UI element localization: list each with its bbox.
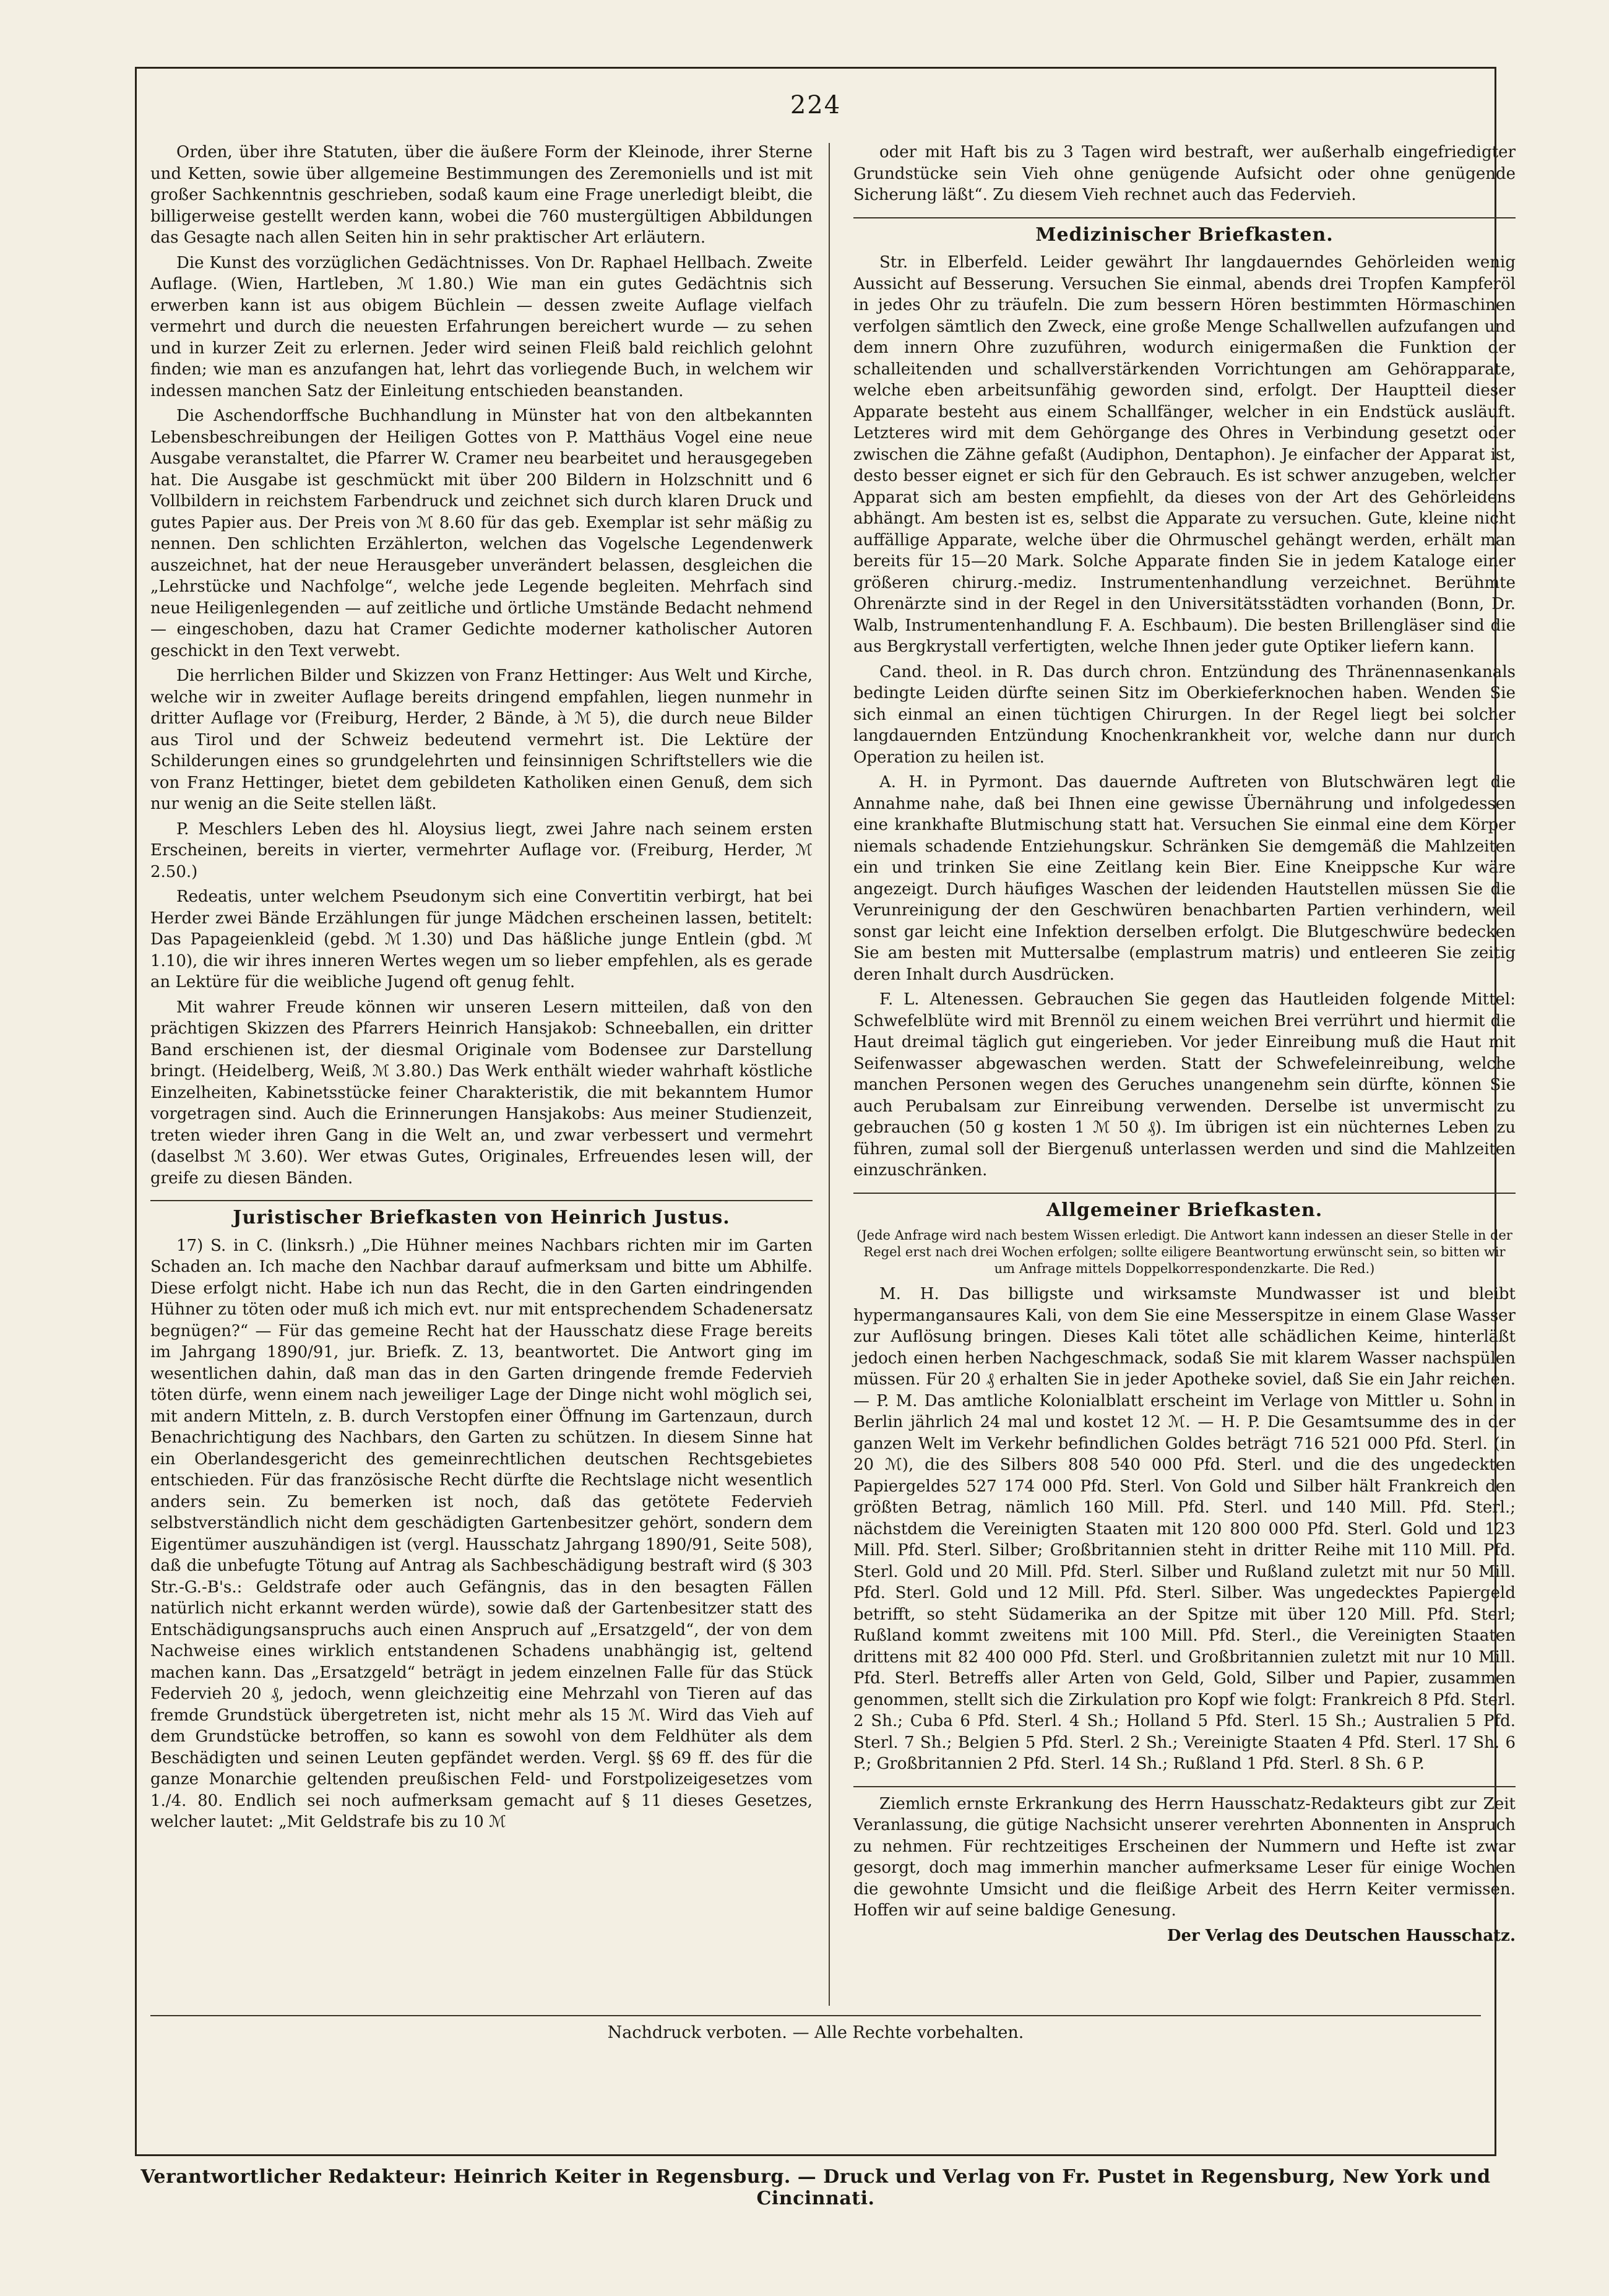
signoff: Der Verlag des Deutschen Hausschatz. xyxy=(1167,1926,1516,1945)
paragraph: F. L. Altenessen. Gebrauchen Sie gegen das Hautleiden folgende Mittel: Schwefelblüte wird mit Brennöl zu einem weichen Brei verrührt und hiermit die Haut dreimal täglich gut eingerieben. Vor jeder Einreibung muß die Haut mit Seifenwasser abgewaschen werden. Statt der Schwefeleinreibung, welche manchen Personen wegen des Geruches unangenehm sein dürfte, können Sie auch Perubalsam zur Einreibung verwenden. Derselbe ist unvermischt zu gebrauchen (50 g kosten 1 ℳ 50 ₰). Im übrigen ist ein nüchternes Leben zu führen, zumal soll der Biergenuß unterlassen werden und sind die Mahlzeiten einzuschränken. xyxy=(853,990,1516,1180)
section-divider xyxy=(853,217,1516,218)
imprint-footer: Verantwortlicher Redakteur: Heinrich Keiter in Regensburg. — Druck und Verlag von Fr. Pustet in Regensburg, New York und Cincinnati. xyxy=(140,2166,1491,2209)
section-divider xyxy=(150,1200,813,1201)
paragraph: oder mit Haft bis zu 3 Tagen wird bestraft, wer außerhalb eingefriedigter Grundstücke sein Vieh ohne genügende Aufsicht oder ohne genügende Sicherung läßt“. Zu diesem Vieh rechnet auch das Federvieh. xyxy=(853,143,1516,204)
paragraph: Str. in Elberfeld. Leider gewährt Ihr langdauerndes Gehörleiden wenig Aussicht auf Besserung. Versuchen Sie einmal, abends drei Tropfen Kampferöl in jedes Ohr zu träufeln. Die zum bessern Hören bestimmten Hörmaschinen verfolgen sämtlich den Zweck, eine große Menge Schallwellen aufzufangen und dem innern Ohre zuzuführen, wodurch einigermaßen die Funktion der schalleitenden und schallverstärkenden Vorrichtungen am Gehörapparate, welche eben arbeitsunfähig geworden sind, erfolgt. Der Hauptteil dieser Apparate besteht aus einem Schallfänger, welcher in ein Endstück ausläuft. Letzteres wird mit dem Gehörgange des Ohres in Verbindung gesetzt oder zwischen die Zähne gefaßt (Audiphon, Dentaphon). Je einfacher der Apparat ist, desto besser eignet er sich für den Gebrauch. Es ist schwer anzugeben, welcher Apparat sich am besten empfiehlt, da dieses von der Art des Gehörleidens abhängt. Am besten ist es, selbst die Apparate zu versuchen. Gute, kleine nicht auffällige Apparate, welche über die Ohrmuschel gehängt werden, erhält man bereits für 15—20 Mark. Solche Apparate finden Sie in jedem Kataloge einer größeren chirurg.-mediz. Instrumentenhandlung verzeichnet. Berühmte Ohrenärzte sind in der Regel in den Universitätsstädten vorhanden (Bonn, Dr. Walb, Instrumentenhandlung F. A. Eschbaum). Die besten Brillengläser sind die aus Bergkrystall verfertigten, welche Ihnen jeder gute Optiker liefern kann. xyxy=(853,253,1516,656)
section-note: (Jede Anfrage wird nach bestem Wissen erledigt. Die Antwort kann indessen an dieser Stelle in der Regel erst nach drei Wochen erfolgen; sollte eiligere Beantwortung erwünscht sein, so bitten wir um Anfrage mittels Doppelkorrespondenzkarte. Die Red.) xyxy=(856,1228,1512,1276)
page-frame xyxy=(135,67,1516,2156)
column-divider xyxy=(829,143,830,2006)
paragraph: Redeatis, unter welchem Pseudonym sich eine Convertitin verbirgt, hat bei Herder zwei Bände Erzählungen für junge Mädchen erscheinen lassen, betitelt: Das Papageienkleid (gebd. ℳ 1.30) und Das häßliche junge Entlein (gbd. ℳ 1.10), die wir ihres inneren Wertes wegen um so lieber empfehlen, als es gerade an Lektüre für die weibliche Jugend oft genug fehlt. xyxy=(150,887,813,991)
paragraph: Cand. theol. in R. Das durch chron. Entzündung des Thränennasenkanals bedingte Leiden dürfte seinen Sitz im Oberkieferknochen haben. Wenden Sie sich einmal an einen tüchtigen Chirurgen. In der Regel liegt bei solcher langdauernden Entzündung Knochenkrankheit vor, welche dann nur durch Operation zu heilen ist. xyxy=(853,662,1516,767)
paragraph: A. H. in Pyrmont. Das dauernde Auftreten von Blutschwären legt die Annahme nahe, daß bei Ihnen eine gewisse Übernährung und infolgedessen eine krankhafte Blutmischung statt hat. Versuchen Sie einmal eine dem Körper niemals schadende Entziehungskur. Schränken Sie demgemäß die Mahlzeiten ein und trinken Sie eine Zeitlang kein Bier. Eine Kneippsche Kur wäre angezeigt. Durch häufiges Waschen der leidenden Hautstellen müssen Sie die Verunreinigung der den Geschwüren benachbarten Partien verhindern, weil sonst gar leicht eine Infektion derselben erfolgt. Die Blutgeschwüre bedecken Sie am besten mit Muttersalbe (emplastrum matris) und entleeren Sie zeitig deren Inhalt durch Ausdrücken. xyxy=(853,773,1516,984)
paragraph: Orden, über ihre Statuten, über die äußere Form der Kleinode, ihrer Sterne und Ketten, sowie über allgemeine Bestimmungen des Zeremoniells und ist mit großer Sachkenntnis geschrieben, sodaß kaum eine Frage unerledigt bleibt, die billigerweise gestellt werden kann, wobei die 760 mustergültigen Abbildungen das Gesagte nach allen Seiten hin in sehr praktischer Art erläutern. xyxy=(150,143,813,247)
section-title-medical: Medizinischer Briefkasten. xyxy=(1035,223,1334,246)
paragraph: Die Aschendorffsche Buchhandlung in Münster hat von den altbekannten Lebensbeschreibungen der Heiligen Gottes von P. Matthäus Vogel eine neue Ausgabe veranstaltet, die Pfarrer W. Cramer neu bearbeitet und herausgegeben hat. Die Ausgabe ist geschmückt mit über 200 Bildern in Holzschnitt und 6 Vollbildern in reichstem Farbendruck und zeichnet sich durch klaren Druck und gutes Papier aus. Der Preis von ℳ 8.60 für das geb. Exemplar ist sehr mäßig zu nennen. Den schlichten Erzählerton, welchen das Vogelsche Legendenwerk auszeichnet, hat der neue Herausgeber unverändert belassen, desgleichen die „Lehrstücke und Nachfolge“, welche jede Legende begleiten. Mehrfach sind neue Heiligenlegenden — auf zeitliche und örtliche Umstände Bedacht nehmend — eingeschoben, dazu hat Cramer Gedichte moderner katholischer Autoren geschickt in den Text verwebt. xyxy=(150,407,813,660)
left-column xyxy=(150,142,813,1837)
paragraph: Mit wahrer Freude können wir unseren Lesern mitteilen, daß von den prächtigen Skizzen des Pfarrers Heinrich Hansjakob: Schneeballen, ein dritter Band erschienen ist, der diesmal Originale vom Bodensee zur Darstellung bringt. (Heidelberg, Weiß, ℳ 3.80.) Das Werk enthält wieder wahrhaft köstliche Einzelheiten, Kabinetsstücke feiner Charakteristik, die mit bekanntem Humor vorgetragen sind. Auch die Erinnerungen Hansjakobs: Aus meiner Studienzeit, treten wieder ihren Gang in die Welt an, und zwar verbessert und vermehrt (daselbst ℳ 3.60). Wer etwas Gutes, Originales, Erfreuendes lesen will, der greife zu diesen Bänden. xyxy=(150,998,813,1188)
paragraph: P. Meschlers Leben des hl. Aloysius liegt, zwei Jahre nach seinem ersten Erscheinen, bereits in vierter, vermehrter Auflage vor. (Freiburg, Herder, ℳ 2.50.) xyxy=(150,819,813,881)
page-number: 224 xyxy=(790,91,842,119)
publisher-notice: Ziemlich ernste Erkrankung des Herrn Hausschatz-Redakteurs gibt zur Zeit Veranlassung, die gütige Nachsicht unserer verehrten Abonnenten in Anspruch zu nehmen. Für rechtzeitiges Erscheinen der Nummern und Hefte ist zwar gesorgt, doch mag immerhin mancher aufmerksame Leser für einige Wochen die gewohnte Umsicht und die fleißige Arbeit des Herrn Keiter vermissen. Hoffen wir auf seine baldige Genesung. xyxy=(853,1794,1516,1920)
section-divider xyxy=(853,1193,1516,1194)
bottom-rule xyxy=(150,2015,1481,2016)
section-divider xyxy=(853,1786,1516,1787)
section-title-general: Allgemeiner Briefkasten. xyxy=(1046,1199,1323,1221)
reprint-notice: Nachdruck verboten. — Alle Rechte vorbehalten. xyxy=(607,2023,1024,2042)
paragraph: M. H. Das billigste und wirksamste Mundwasser ist und bleibt hypermangansaures Kali, von dem Sie eine Messerspitze in einem Glase Wasser zur Auflösung bringen. Dieses Kali tötet alle schädlichen Keime, hinterläßt jedoch einen herben Nachgeschmack, sodaß Sie mit klarem Wasser nachspülen müssen. Für 20 ₰ erhalten Sie in jeder Apotheke soviel, daß Sie ein Jahr reichen. — P. M. Das amtliche Kolonialblatt erscheint im Verlage von Mittler u. Sohn in Berlin jährlich 24 mal und kostet 12 ℳ. — H. P. Die Gesamtsumme des in der ganzen Welt im Verkehr befindlichen Goldes beträgt 716 521 000 Pfd. Sterl. (in 20 ℳ), die des Silbers 808 540 000 Pfd. Sterl. und die des ungedeckten Papiergeldes 527 174 000 Pfd. Sterl. Von Gold und Silber hält Frankreich den größten Betrag, nämlich 160 Mill. Pfd. Sterl. und 140 Mill. Pfd. Sterl.; nächstdem die Vereinigten Staaten mit 120 800 000 Pfd. Sterl. Gold und 123 Mill. Pfd. Sterl. Silber; Großbritannien steht in dritter Reihe mit 110 Mill. Pfd. Sterl. Gold und 20 Mill. Pfd. Sterl. Silber und Rußland zuletzt mit nur 50 Mill. Pfd. Sterl. Gold und 12 Mill. Pfd. Sterl. Silber. Was ungedecktes Papiergeld betrifft, so steht Südamerika an der Spitze mit über 120 Mill. Pfd. Sterl; Rußland kommt zweitens mit 100 Mill. Pfd. Sterl., die Vereinigten Staaten drittens mit 82 400 000 Pfd. Sterl. und Großbritannien zuletzt mit nur 10 Mill. Pfd. Sterl. Betreffs aller Arten von Geld, Gold, Silber und Papier, zusammen genommen, stellt sich die Zirkulation pro Kopf wie folgt: Frankreich 8 Pfd. Sterl. 2 Sh.; Cuba 6 Pfd. Sterl. 4 Sh.; Holland 5 Pfd. Sterl. 15 Sh.; Australien 5 Pfd. Sterl. 7 Sh.; Belgien 5 Pfd. Sterl. 2 Sh.; Vereinigte Staaten 4 Pfd. Sterl. 17 Sh. 6 P.; Großbritannien 2 Pfd. Sterl. 14 Sh.; Rußland 1 Pfd. Sterl. 8 Sh. 6 P. xyxy=(853,1285,1516,1773)
paragraph: 17) S. in C. (linksrh.) „Die Hühner meines Nachbars richten mir im Garten Schaden an. Ich mache den Nachbar darauf aufmerksam und bitte um Abhilfe. Diese erfolgt nicht. Habe ich nun das Recht, die in den Garten eindringenden Hühner zu töten oder muß ich mich evt. nur mit entsprechendem Schadenersatz begnügen?“ — Für das gemeine Recht hat der Hausschatz diese Frage bereits im Jahrgang 1890/91, jur. Briefk. Z. 13, beantwortet. Die Antwort ging im wesentlichen dahin, daß man das in den Garten dringende fremde Federvieh töten dürfe, wenn einem nach jeweiliger Lage der Dinge nicht wohl möglich sei, mit andern Mitteln, z. B. durch Verstopfen einer Öffnung im Gartenzaun, durch Benachrichtigung des Nachbars, den Garten zu schützen. In diesem Sinne hat ein Oberlandesgericht des gemeinrechtlichen deutschen Rechtsgebietes entschieden. Für das französische Recht dürfte die Rechtslage nicht wesentlich anders sein. Zu bemerken ist noch, daß das getötete Federvieh selbstverständlich nicht dem geschädigten Gartenbesitzer gehört, sondern dem Eigentümer auszuhändigen ist (vergl. Hausschatz Jahrgang 1890/91, Seite 508), daß die unbefugte Tötung auf Antrag als Sachbeschädigung bestraft wird (§ 303 Str.-G.-B's.: Geldstrafe oder auch Gefängnis, das in den besagten Fällen natürlich nicht erkannt werden würde), sowie daß der Gartenbesitzer statt des Entschädigungsanspruchs auch einen Anspruch auf „Ersatzgeld“, der von dem Nachweise eines wirklich entstandenen Schadens unabhängig ist, geltend machen kann. Das „Ersatzgeld“ beträgt in jedem einzelnen Falle für das Stück Federvieh 20 ₰, jedoch, wenn gleichzeitig eine Mehrzahl von Tieren auf das fremde Grundstück übergetreten ist, nicht mehr als 15 ℳ. Wird das Vieh auf dem Grundstücke betroffen, so kann es sowohl von dem Feldhüter als dem Beschädigten und seinen Leuten gepfändet werden. Vergl. §§ 69 ff. des für die ganze Monarchie geltenden preußischen Feld- und Forstpolizeigesetzes vom 1./4. 80. Endlich sei noch aufmerksam gemacht auf § 11 dieses Gesetzes, welcher lautet: „Mit Geldstrafe bis zu 10 ℳ xyxy=(150,1236,813,1831)
paragraph: Die herrlichen Bilder und Skizzen von Franz Hettinger: Aus Welt und Kirche, welche wir in zweiter Auflage bereits dringend empfahlen, liegen nunmehr in dritter Auflage vor (Freiburg, Herder, 2 Bände, à ℳ 5), die durch neue Bilder aus Tirol und der Schweiz bedeutend vermehrt ist. Die Lektüre der Schilderungen eines so grundgelehrten und feinsinnigen Schriftstellers wie die von Franz Hettinger, bietet dem gebildeten Katholiken einen Genuß, dem sich nur wenig an die Seite stellen läßt. xyxy=(150,667,813,813)
paragraph: Die Kunst des vorzüglichen Gedächtnisses. Von Dr. Raphael Hellbach. Zweite Auflage. (Wien, Hartleben, ℳ 1.80.) Wie man ein gutes Gedächtnis sich erwerben kann ist aus obigem Büchlein — dessen zweite Auflage vielfach vermehrt und durch die neuesten Erfahrungen bereichert wurde — zu sehen und in kurzer Zeit zu erlernen. Jeder wird seinen Fleiß bald reichlich gelohnt finden; wie man es anzufangen hat, lehrt das vorliegende Buch, in welchem wir indessen manchen Satz der Einleitung entschieden beanstanden. xyxy=(150,253,813,400)
right-column xyxy=(853,142,1516,1946)
section-title-legal: Juristischer Briefkasten von Heinrich Justus. xyxy=(233,1207,730,1228)
